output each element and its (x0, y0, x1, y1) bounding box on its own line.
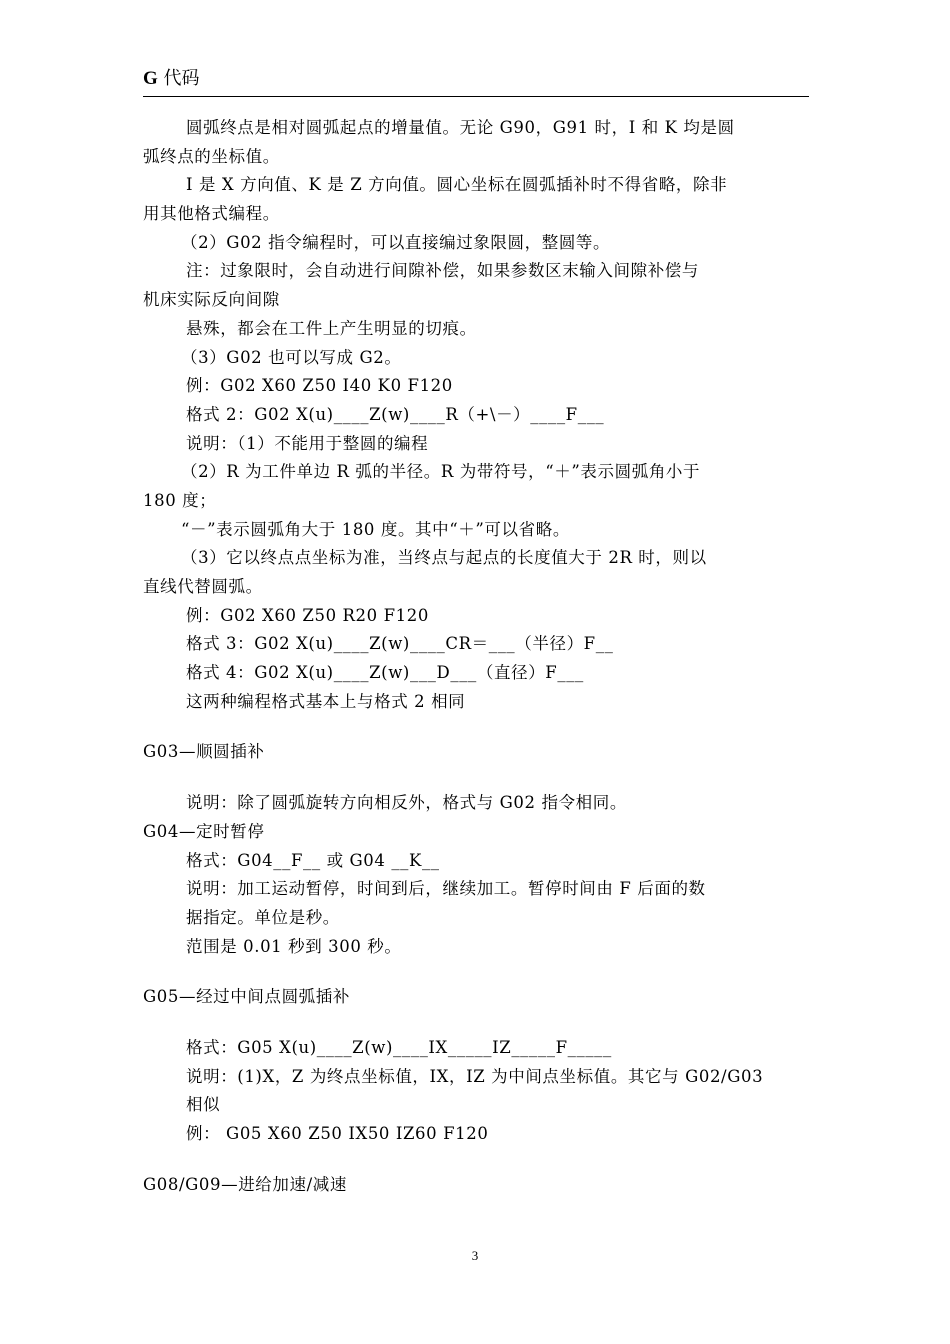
text-line: 格式：G04__F__ 或 G04 __K__ (186, 850, 440, 870)
text-line: 格式：G05 X(u)____Z(w)____IX_____IZ_____F_____ (186, 1037, 612, 1057)
text-line: 这两种编程格式基本上与格式 2 相同 (186, 691, 466, 711)
text-line: 用其他格式编程。 (143, 204, 280, 224)
section-heading: G08/G09—进给加速/减速 (143, 1174, 347, 1194)
text-line: 例： G05 X60 Z50 IX50 IZ60 F120 (186, 1124, 489, 1143)
text-line: 注：过象限时，会自动进行间隙补偿，如果参数区末输入间隙补偿与 (186, 261, 699, 281)
text-line: 直线代替圆弧。 (143, 577, 263, 596)
text-line: 说明：加工运动暂停，时间到后，继续加工。暂停时间由 F 后面的数 (186, 879, 706, 899)
text-line: I 是 X 方向值、K 是 Z 方向值。圆心坐标在圆弧插补时不得省略，除非 (186, 175, 728, 195)
spacer (143, 716, 809, 738)
text-line: 据指定。单位是秒。 (186, 907, 340, 927)
text-line: “－”表示圆弧角大于 180 度。其中“＋”可以省略。 (181, 519, 570, 539)
header-title (143, 68, 200, 90)
text-line: （3）G02 也可以写成 G2。 (181, 347, 402, 367)
text-line: 180 度； (143, 490, 217, 510)
section-heading: G04—定时暂停 (143, 821, 265, 841)
document-body (143, 114, 809, 1199)
text-line: 格式 3：G02 X(u)____Z(w)____CR＝___（半径）F__ (186, 634, 614, 654)
text-line: 悬殊，都会在工件上产生明显的切痕。 (186, 318, 477, 338)
text-line: 格式 4：G02 X(u)____Z(w)___D___（直径）F___ (186, 663, 584, 683)
text-line: 范围是 0.01 秒到 300 秒。 (186, 936, 402, 956)
text-line: 例：G02 X60 Z50 R20 F120 (186, 605, 429, 625)
spacer (143, 767, 809, 789)
text-line: （2）R 为工件单边 R 弧的半径。R 为带符号，“＋”表示圆弧角小于 (181, 462, 701, 482)
text-line: 机床实际反向间隙 (143, 290, 280, 310)
section-heading: G05—经过中间点圆弧插补 (143, 987, 350, 1007)
spacer (143, 961, 809, 983)
text-line: 说明：除了圆弧旋转方向相反外，格式与 G02 指令相同。 (186, 793, 627, 813)
text-line: 说明：（1）不能用于整圆的编程 (186, 433, 429, 453)
text-line: （3）它以终点点坐标为准，当终点与起点的长度值大于 2R 时，则以 (181, 548, 707, 568)
text-line: 相似 (186, 1095, 221, 1115)
header-title-prefix: G (143, 68, 158, 89)
page-number: 3 (471, 1248, 479, 1263)
page-header (143, 64, 809, 97)
section-heading: G03—顺圆插补 (143, 742, 265, 762)
spacer (143, 1012, 809, 1034)
text-line: 说明：(1)X，Z 为终点坐标值，IX，IZ 为中间点坐标值。其它与 G02/G03 (186, 1066, 764, 1086)
text-line: （2）G02 指令编程时，可以直接编过象限圆，整圆等。 (181, 232, 611, 252)
text-line: 圆弧终点是相对圆弧起点的增量值。无论 G90，G91 时，I 和 K 均是圆 (186, 118, 735, 137)
spacer (143, 1149, 809, 1171)
header-title-suffix: 代码 (157, 68, 200, 89)
text-line: 弧终点的坐标值。 (143, 146, 280, 166)
text-line: 例：G02 X60 Z50 I40 K0 F120 (186, 376, 453, 396)
text-line: 格式 2：G02 X(u)____Z(w)____R（+\－）____F___ (186, 404, 605, 424)
